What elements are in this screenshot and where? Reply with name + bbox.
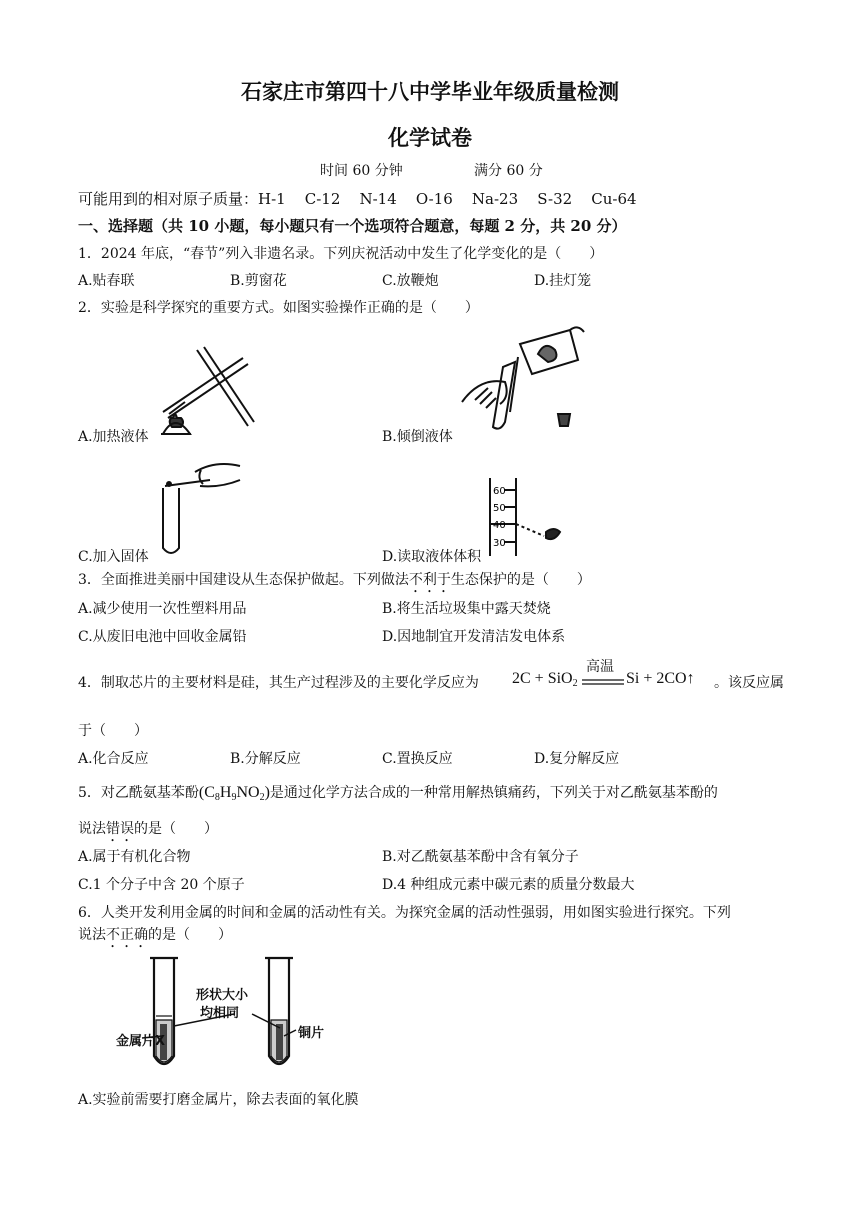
- q1-option-c: C.放鞭炮: [382, 273, 439, 289]
- q5-option-a: A.属于有机化合物: [78, 849, 191, 865]
- q2-option-a: A.加热液体: [78, 429, 149, 445]
- exam-score: 满分 60 分: [474, 163, 543, 179]
- q4-stem-line2: 于（ ）: [78, 723, 148, 739]
- q4-stem-post: 。该反应属: [714, 675, 784, 691]
- q5-stem-pre: 5．对乙酰氨基苯酚: [78, 785, 199, 801]
- q5-formula: $(C_8H_9NO_2)$: [198, 784, 270, 803]
- q1-option-b: B.剪窗花: [230, 273, 287, 289]
- q6-line2-pre: 说法: [78, 927, 106, 943]
- q3-option-c: C.从废旧电池中回收金属铅: [78, 629, 247, 645]
- q5-line2-emphasis: 错误: [106, 821, 134, 837]
- q3-stem-post: 生态保护的是（ ）: [450, 572, 591, 588]
- question-1-stem: 1．2024 年底，“春节”列入非遗名录。下列庆祝活动中发生了化学变化的是（ ）: [78, 246, 604, 262]
- q3-option-a: A.减少使用一次性塑料用品: [78, 601, 247, 617]
- tick-60: 60: [493, 486, 506, 497]
- q3-option-d: D.因地制宜开发清洁发电体系: [382, 629, 566, 645]
- q2-option-d: D.读取液体体积: [382, 549, 482, 565]
- question-5-stem: [78, 782, 718, 803]
- question-3-stem: [78, 569, 591, 596]
- q5-option-b: B.对乙酰氨基苯酚中含有氧分子: [382, 849, 579, 865]
- page-title: 石家庄市第四十八中学毕业年级质量检测: [241, 80, 619, 104]
- q4-eq-left-text: 2C + SiO: [512, 670, 573, 687]
- q4-eq-left-subscript: 2: [572, 678, 578, 689]
- q4-equation-right: Si + 2CO↑: [626, 670, 695, 687]
- q6-stem-line2: [78, 924, 232, 951]
- label-same-shape-1: 形状大小: [196, 988, 249, 1003]
- q5-option-d: D.4 种组成元素中碳元素的质量分数最大: [382, 877, 635, 893]
- exam-time: 时间 60 分钟: [320, 163, 403, 179]
- q4-equals-sign: [582, 678, 624, 686]
- atomic-masses: 可能用到的相对原子质量：H-1 C-12 N-14 O-16 Na-23 S-32 Cu-64: [78, 190, 637, 208]
- tick-50: 50: [493, 503, 506, 514]
- reading-volume-figure: [484, 476, 574, 558]
- label-metal-x: 金属片X: [116, 1034, 166, 1049]
- q3-stem-pre: 3．全面推进美丽中国建设从生态保护做起。下列做法: [78, 572, 409, 588]
- q5-stem-post: 是通过化学方法合成的一种常用解热镇痛药，下列关于对乙酰氨基苯酚的: [269, 785, 718, 801]
- q4-reaction-condition: 高温: [586, 659, 614, 675]
- adding-solid-figure: [155, 456, 245, 558]
- q4-equation-left: [512, 670, 578, 689]
- tick-30: 30: [493, 538, 506, 549]
- q3-stem-emphasis: 不利于: [408, 572, 451, 588]
- pouring-liquid-figure: [460, 322, 590, 434]
- tick-40: 40: [493, 520, 506, 531]
- question-2-stem: 2．实验是科学探究的重要方式。如图实验操作正确的是（ ）: [78, 300, 479, 316]
- q5-formula-text: $C_8H_9NO_2$: [204, 784, 265, 803]
- label-same-shape-2: 均相同: [200, 1006, 240, 1021]
- section-heading: 一、选择题（共 10 小题，每小题只有一个选项符合题意，每题 2 分，共 20 分）: [78, 217, 627, 235]
- q6-line2-post: 的是（ ）: [148, 927, 232, 943]
- q2-option-c: C.加入固体: [78, 549, 149, 565]
- label-copper: 铜片: [298, 1026, 325, 1041]
- page-subtitle: 化学试卷: [388, 126, 472, 150]
- q5-line2-pre: 说法: [78, 821, 106, 837]
- q4-option-a: A.化合反应: [78, 751, 149, 767]
- q4-option-b: B.分解反应: [230, 751, 301, 767]
- q6-line2-emphasis: 不正确: [106, 927, 148, 943]
- q5-line2-post: 的是（ ）: [134, 821, 218, 837]
- q4-stem-pre: 4．制取芯片的主要材料是硅，其生产过程涉及的主要化学反应为: [78, 675, 479, 691]
- q1-option-d: D.挂灯笼: [534, 273, 592, 289]
- q5-stem-line2: [78, 818, 218, 845]
- question-4-stem: [78, 672, 479, 692]
- q1-option-a: A.贴春联: [78, 273, 135, 289]
- q2-option-b: B.倾倒液体: [382, 429, 453, 445]
- q3-option-b: B.将生活垃圾集中露天焚烧: [382, 601, 551, 617]
- q5-option-c: C.1 个分子中含 20 个原子: [78, 877, 245, 893]
- heating-liquid-figure: [155, 342, 255, 442]
- q4-option-c: C.置换反应: [382, 751, 453, 767]
- question-6-stem: 6．人类开发利用金属的时间和金属的活动性有关。为探究金属的活动性强弱，用如图实验进行探究。下列: [78, 905, 731, 921]
- q6-option-a: A.实验前需要打磨金属片，除去表面的氧化膜: [78, 1092, 359, 1108]
- q4-option-d: D.复分解反应: [534, 751, 620, 767]
